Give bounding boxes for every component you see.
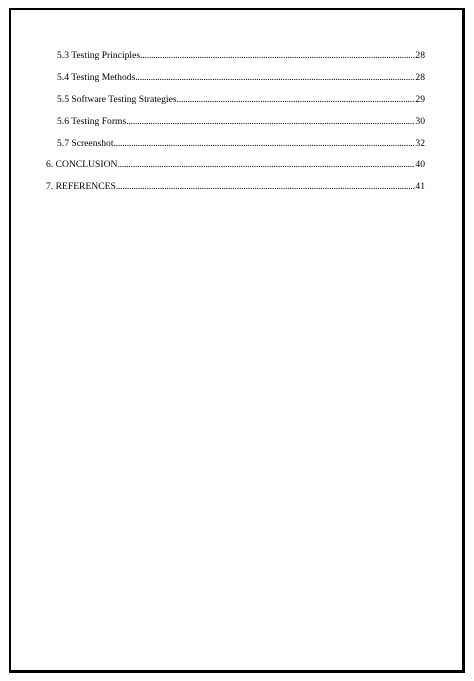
toc-entry-7-references[interactable] xyxy=(46,181,425,193)
toc-entry-title: 5.6 Testing Forms xyxy=(57,116,127,127)
toc-entry-5-3-testing-principles[interactable] xyxy=(57,50,425,62)
toc-entry-title: 5.5 Software Testing Strategies xyxy=(57,94,177,105)
toc-page-number: 28 xyxy=(415,50,425,61)
toc-entry-6-conclusion[interactable] xyxy=(46,159,425,171)
toc-entry-5-4-testing-methods[interactable] xyxy=(57,72,425,84)
toc-dot-leader xyxy=(135,72,415,84)
toc-page-number: 30 xyxy=(415,116,425,127)
toc-entry-5-6-testing-forms[interactable] xyxy=(57,116,425,128)
document-page xyxy=(9,8,465,673)
toc-dot-leader xyxy=(126,116,415,128)
toc-entry-5-5-software-testing-strategies[interactable] xyxy=(57,94,425,106)
table-of-contents xyxy=(11,10,462,670)
toc-dot-leader xyxy=(114,138,416,150)
toc-entry-title: 5.4 Testing Methods xyxy=(57,72,136,83)
toc-entry-5-7-screenshot[interactable] xyxy=(57,138,425,150)
toc-page-number: 40 xyxy=(415,159,425,170)
toc-entry-title: 6. CONCLUSION xyxy=(46,159,118,170)
toc-dot-leader xyxy=(116,181,416,193)
toc-entry-title: 5.7 Screenshot xyxy=(57,138,114,149)
toc-page-number: 28 xyxy=(415,72,425,83)
toc-dot-leader xyxy=(140,50,415,62)
toc-entry-title: 7. REFERENCES xyxy=(46,181,116,192)
toc-page-number: 41 xyxy=(415,181,425,192)
toc-entry-title: 5.3 Testing Principles xyxy=(57,50,141,61)
toc-dot-leader xyxy=(177,94,416,106)
toc-page-number: 32 xyxy=(415,138,425,149)
toc-dot-leader xyxy=(117,159,415,171)
toc-page-number: 29 xyxy=(415,94,425,105)
